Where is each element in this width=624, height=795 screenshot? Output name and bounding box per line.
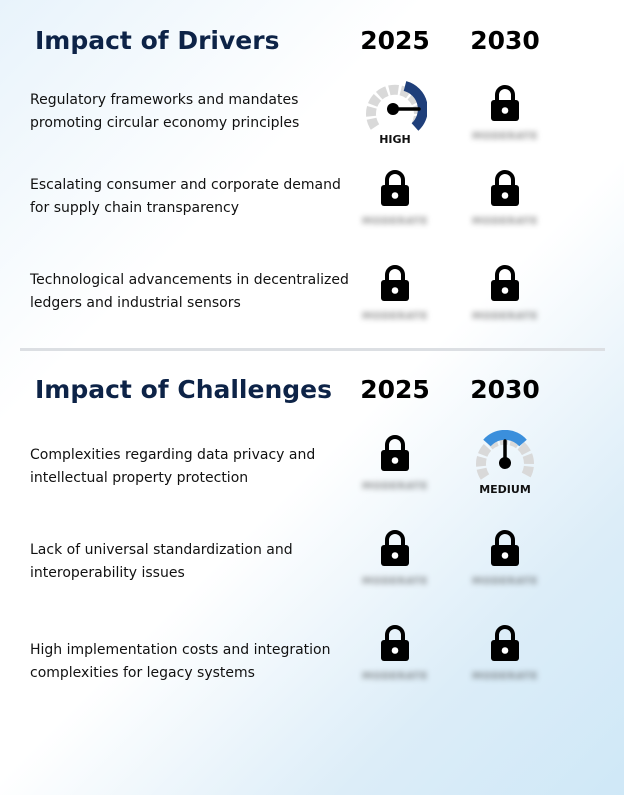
challenge-row-1-2025-rating [340, 430, 450, 510]
challenge-row-2-2025-rating [340, 525, 450, 605]
challenge-row-1-2030-rating [450, 430, 560, 510]
driver-row-3-2025-locked-label: MODERATE [362, 311, 428, 322]
challenge-row-2-2025-locked-label: MODERATE [362, 576, 428, 587]
lock-icon[interactable] [490, 264, 520, 302]
challenges-year-2025: 2025 [360, 375, 430, 404]
lock-icon[interactable] [380, 169, 410, 207]
lock-icon[interactable] [380, 624, 410, 662]
driver-row-1-2030-locked-label: MODERATE [472, 131, 538, 142]
driver-row-3-2025-rating [340, 260, 450, 340]
lock-icon[interactable] [490, 624, 520, 662]
lock-icon[interactable] [490, 529, 520, 567]
drivers-year-2030: 2030 [470, 26, 540, 55]
challenge-row-2-2030-rating [450, 525, 560, 605]
challenge-row-1-2025-locked-label: MODERATE [362, 481, 428, 492]
drivers-year-2025: 2025 [360, 26, 430, 55]
lock-icon[interactable] [380, 434, 410, 472]
gauge-medium-icon [473, 430, 537, 482]
drivers-title: Impact of Drivers [35, 26, 280, 55]
challenge-row-2-text: Lack of universal standardization and interoperability issues [30, 542, 293, 581]
driver-row-1-text: Regulatory frameworks and mandates promoting circular economy principles [30, 92, 300, 131]
challenge-row-2-2030-locked-label: MODERATE [472, 576, 538, 587]
driver-row-3-2030-locked-label: MODERATE [472, 311, 538, 322]
gauge-high-icon [363, 80, 427, 132]
lock-icon[interactable] [490, 84, 520, 122]
driver-row-2-2025-rating [340, 165, 450, 245]
challenge-row-3-text: High implementation costs and integration complexities for legacy systems [30, 642, 331, 681]
driver-row-3-2030-rating [450, 260, 560, 340]
lock-icon[interactable] [380, 264, 410, 302]
driver-row-2-text: Escalating consumer and corporate demand for supply chain transparency [30, 177, 341, 216]
section-divider [20, 348, 605, 351]
driver-row-2-2030-rating [450, 165, 560, 245]
challenge-row-3-2025-locked-label: MODERATE [362, 671, 428, 682]
driver-row-2-2025-locked-label: MODERATE [362, 216, 428, 227]
driver-row-3-text: Technological advancements in decentralized ledgers and industrial sensors [30, 272, 349, 311]
challenges-title: Impact of Challenges [35, 375, 332, 404]
driver-row-1-2025-rating [340, 80, 450, 160]
driver-row-2-2030-locked-label: MODERATE [472, 216, 538, 227]
driver-row-1-2025-label: HIGH [379, 133, 411, 146]
challenge-row-1-2030-label: MEDIUM [479, 483, 531, 496]
driver-row-1-2030-rating [450, 80, 560, 160]
challenge-row-1-text: Complexities regarding data privacy and intellectual property protection [30, 447, 316, 486]
challenge-row-3-2030-rating [450, 620, 560, 700]
challenge-row-3-2025-rating [340, 620, 450, 700]
challenges-year-2030: 2030 [470, 375, 540, 404]
lock-icon[interactable] [380, 529, 410, 567]
challenge-row-3-2030-locked-label: MODERATE [472, 671, 538, 682]
lock-icon[interactable] [490, 169, 520, 207]
